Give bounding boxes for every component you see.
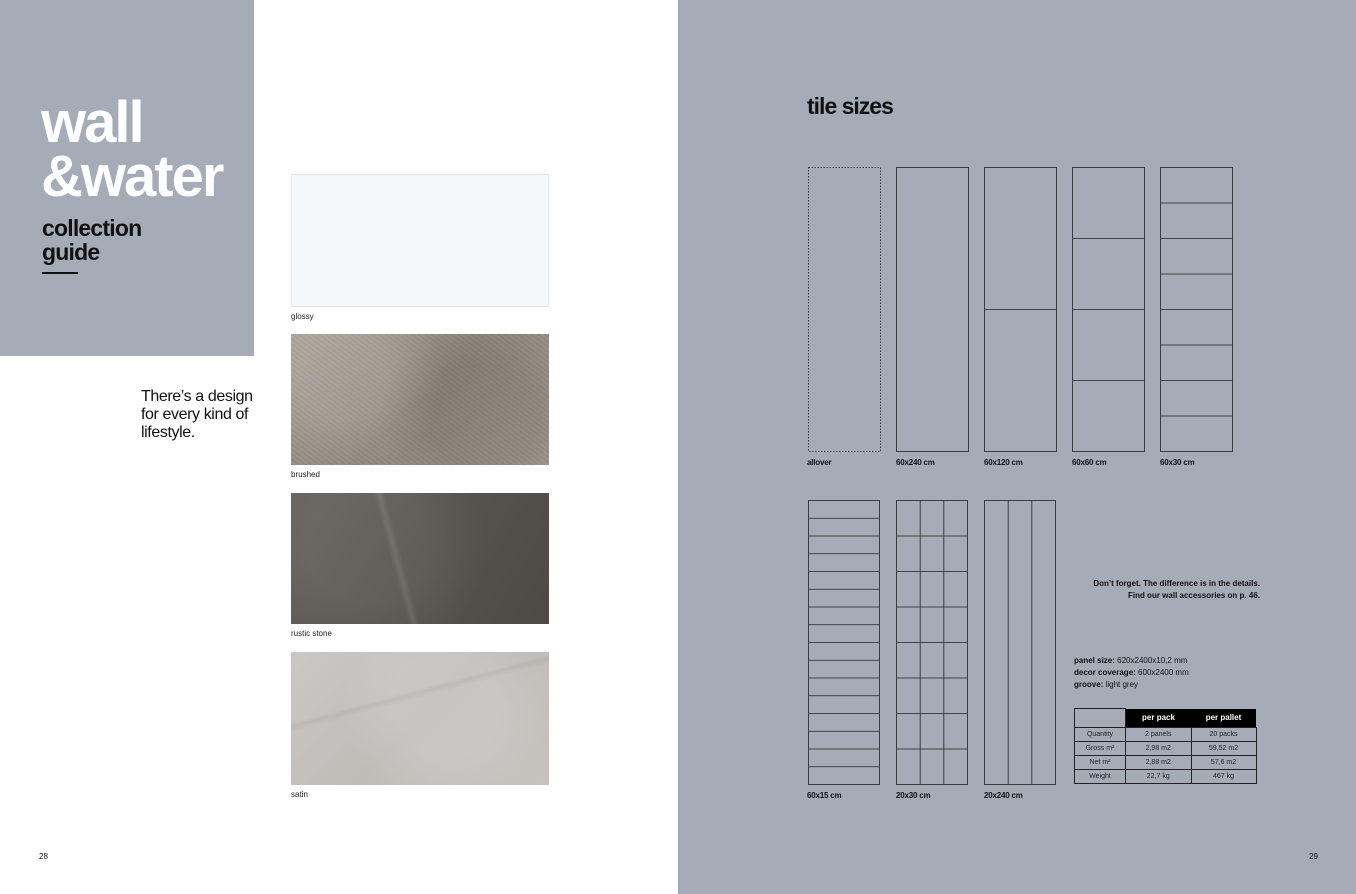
table-cell: 2,98 m2 [1126, 742, 1192, 756]
spec-label: decor coverage: [1074, 668, 1136, 677]
tile-label-60x60: 60x60 cm [1072, 458, 1107, 467]
tile-diagram-allover [809, 168, 881, 452]
spec-value: 620x2400x10,2 mm [1117, 656, 1188, 665]
tile-diagram-20x30 [897, 501, 968, 785]
table-cell: 22,7 kg [1126, 770, 1192, 784]
table-row [1075, 728, 1257, 742]
spec-decor-coverage [1074, 667, 1189, 679]
tile-sizes-heading: tile sizes [807, 93, 893, 119]
table-header-cell: per pallet [1191, 709, 1256, 728]
spec-value: light grey [1105, 680, 1139, 689]
tile-label-allover: allover [807, 458, 832, 467]
table-cell: 467 kg [1191, 770, 1256, 784]
table-cell: Quantity [1075, 728, 1126, 742]
accessories-note: Don’t forget. The difference is in the details. Find our wall accessories on p. 46. [1093, 579, 1260, 600]
table-cell: 57,6 m2 [1191, 756, 1256, 770]
spec-value: 600x2400 mm [1138, 668, 1189, 677]
tile-diagram-60x240 [897, 168, 969, 452]
spec-label: groove: [1074, 680, 1104, 689]
title-line-2: &water [41, 144, 223, 209]
title-line-1: wall [41, 90, 143, 155]
finish-label: glossy [291, 312, 314, 321]
table-cell: Gross m² [1075, 742, 1126, 756]
tile-diagram-60x15 [809, 501, 880, 785]
finish-label: rustic stone [291, 629, 332, 638]
page-number-right: 29 [1309, 852, 1318, 861]
table-cell: 2,88 m2 [1126, 756, 1192, 770]
finish-label: satin [291, 790, 308, 799]
table-cell: 2 panels [1126, 728, 1192, 742]
tile-diagram-20x240 [985, 501, 1056, 785]
packaging-table [1074, 708, 1257, 784]
tile-label-60x240: 60x240 cm [896, 458, 935, 467]
table-row [1075, 770, 1257, 784]
tile-diagram-60x120 [985, 168, 1057, 452]
table-row [1075, 756, 1257, 770]
spec-panel-size [1074, 655, 1189, 667]
tile-label-60x15: 60x15 cm [807, 791, 842, 800]
tile-label-20x30: 20x30 cm [896, 791, 931, 800]
tile-label-60x30: 60x30 cm [1160, 458, 1195, 467]
subtitle-line-1: collection [42, 215, 142, 241]
spec-label: panel size: [1074, 656, 1115, 665]
finish-label: brushed [291, 470, 320, 479]
panel-specs [1074, 655, 1189, 691]
table-cell: Net m² [1075, 756, 1126, 770]
tagline: There’s a design for every kind of lifestyle. [141, 388, 253, 441]
table-cell: 59,52 m2 [1191, 742, 1256, 756]
subtitle-line-2: guide [42, 239, 100, 265]
tile-diagram-60x60 [1073, 168, 1145, 452]
tile-label-20x240: 20x240 cm [984, 791, 1023, 800]
table-header-row [1075, 709, 1257, 728]
tile-diagram-60x30 [1161, 168, 1233, 452]
tile-label-60x120: 60x120 cm [984, 458, 1023, 467]
table-header-cell [1075, 709, 1126, 728]
spec-groove [1074, 679, 1189, 691]
table-cell: 20 packs [1191, 728, 1256, 742]
page-number-left: 28 [39, 852, 48, 861]
table-row [1075, 742, 1257, 756]
table-cell: Weight [1075, 770, 1126, 784]
table-header-cell: per pack [1126, 709, 1192, 728]
